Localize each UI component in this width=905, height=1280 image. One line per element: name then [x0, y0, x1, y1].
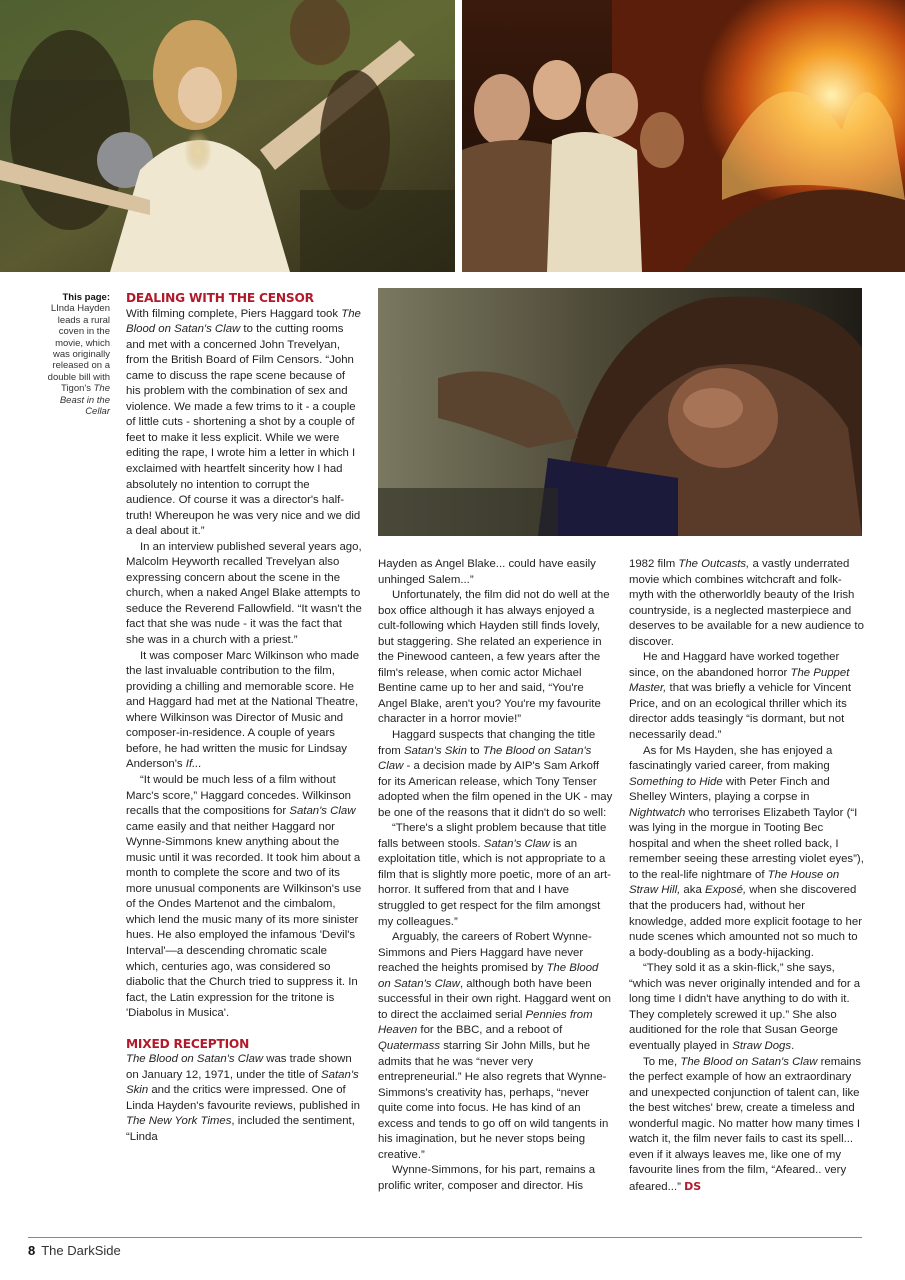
section-heading-reception: MIXED RECEPTION [126, 1036, 250, 1051]
paragraph: Arguably, the careers of Robert Wynne-Simmons and Piers Haggard have never reached the heights promised by The Blood on Satan's Claw, although both have been successful in their own right. Haggard went on to direct the acclaimed serial Pennies from Heaven for the BBC, and a reboot of Quatermass starring Sir John Mills, but he admits that he was “never very entrepreneurial.” He also regrets that Wynne-Simmons's creativity has, perhaps, “never quite come into focus. He has kind of an excess and tends to go off on wild tangents in his imagination, but he never stops being creative.” [378, 931, 611, 1161]
caption-film-title: The Beast in the Cellar [59, 383, 110, 418]
paragraph: It was composer Marc Wilkinson who made the last invaluable contribution to the film, providing a chilling and memorable score. He and Haggard had met at the National Theatre, where Wilkinson was Director of Music and composer-in-residence. A couple of years before, he had written the music for Lindsay Anderson's If... [126, 649, 360, 771]
paragraph: The Blood on Satan's Claw was trade shown on January 12, 1971, under the title of Satan's Skin and the critics were impressed. One of Linda Hayden's favourite reviews, published in The New York Times, included the sentiment, “Linda [126, 1053, 360, 1143]
bonfire-crowd-photo [462, 0, 905, 272]
paragraph: In an interview published several years ago, Malcolm Heyworth recalled Trevelyan also expressing concern about the scene in the church, when a naked Angel Blake attempts to seduce the Reverend Fallowfield. “It wasn't the fact that she was nude - it was the fact that she was in a church with a priest.” [126, 540, 362, 647]
paragraph: 1982 film The Outcasts, a vastly underrated movie which combines witchcraft and folk-myth with the otherworldly beauty of the Irish countryside, is a neglected masterpiece and deserves to be available for a new audience to discover. [629, 558, 864, 648]
paragraph: Haggard suspects that changing the title from Satan's Skin to The Blood on Satan's Claw - a decision made by AIP's Sam Arkoff for its American release, which Tony Tenser adopted when the film opened in the UK - may be one of the reasons that it didn't do so well: [378, 729, 613, 819]
caption-text: LInda Hayden leads a rural coven in the movie, which was originally released on a double bill with Tigon's [47, 303, 110, 395]
hooded-beast-photo [378, 288, 862, 536]
paragraph: “They sold it as a skin-flick,” she says, “which was never originally intended and for a long time I didn't have anything to do with it. They completely screwed it up.” She also auditioned for the role that Susan George eventually played in Straw Dogs. [629, 962, 861, 1052]
author-signature: DS [684, 1179, 702, 1193]
article-column-2 [378, 557, 614, 1194]
footer-divider [28, 1237, 862, 1238]
paragraph: To me, The Blood on Satan's Claw remains the perfect example of how an extraordinary and unexpected conjunction of talent can, like the best witches' brew, create a timeless and wonderful magic. No matter how many times I watch it, the film never fails to cast its spell... even if it always leaves me, like one of my favourite lines from the film, “Afeared.. very afeared...” DS [629, 1055, 862, 1193]
photo-caption [44, 292, 110, 417]
article-column-1 [126, 291, 362, 1146]
paragraph: As for Ms Hayden, she has enjoyed a fascinatingly varied career, from making Something to Hide with Peter Finch and Shelley Winters, playing a corpse in Nightwatch who terrorises Elizabeth Taylor (“I was lying in the morgue in Tooting Bec hospital and when the sheet rolled back, I remember seeing these arresting violet eyes”), to the real-life nightmare of The House on Straw Hill, aka Exposé, when she discovered that the producers had, without her knowledge, added more explicit footage to her nude scenes which amounted not so much to a body-doubling as a body-hijacking. [629, 744, 864, 959]
witch-coven-photo [0, 0, 455, 272]
page-number: 8 [28, 1243, 36, 1258]
paragraph: With filming complete, Piers Haggard took The Blood on Satan's Claw to the cutting rooms and met with a concerned John Trevelyan, from the British Board of Film Censors. “John came to discuss the rape scene because of his problem with the combination of sex and violence. We made a few trims to it - a couple of little cuts - shortening a shot by a couple of feet to make it less explicit. While we were editing the rape, I wrote him a letter in which I exclaimed with heartfelt sincerity how I had absolutely no intention to corrupt the audience. Of course it was a director's half-truth! Whereupon he was very nice and we did a deal about it.” [126, 307, 361, 538]
paragraph: Hayden as Angel Blake... could have easily unhinged Salem...” [378, 558, 596, 586]
paragraph: “There's a slight problem because that title falls between stools. Satan's Claw is an exploitation title, which is not appropriate to a film that is slightly more poetic, more of an art-horror. It suffered from that and I have struggled to get respect for the film amongst my colleagues.” [378, 822, 611, 928]
paragraph: “It would be much less of a film without Marc's score,” Haggard concedes. Wilkinson recalls that the compositions for Satan's Claw came easily and that neither Haggard nor Wynne-Simmons knew anything about the music until it was recorded. It took him about a month to complete the score and two of its more unusual components are Wilkinson's use of the Ondes Martenot and the cimbalom, which lend the music many of its more sinister hues. He also employed the infamous 'Devil's Interval'—a descending chromatic scale which, centuries ago, was considered so diabolic that the Church tried to suppress it. In fact, the Latin expression for the tritone is 'Diabolus in Musica'. [126, 773, 362, 1020]
page-footer [28, 1243, 121, 1258]
caption-label: This page: [62, 292, 110, 303]
paragraph: He and Haggard have worked together since, on the abandoned horror The Puppet Master, that was briefly a vehicle for Vincent Price, and on an ecological thriller which its director adds teasingly “is dormant, but not necessarily dead.” [629, 651, 852, 742]
magazine-name: The DarkSide [41, 1243, 121, 1258]
paragraph: Wynne-Simmons, for his part, remains a prolific writer, composer and director. His [378, 1164, 596, 1192]
article-column-3 [629, 557, 865, 1195]
paragraph: Unfortunately, the film did not do well at the box office although it has always enjoyed a cult-following which Hayden still finds lovely, but staggering. She related an experience in the Pinewood canteen, a few years after the film's release, when comic actor Michael Bentine came up to her and said, “You're Angel Blake, aren't you? You're my favourite character in a horror movie!” [378, 589, 610, 726]
section-heading-censor: DEALING WITH THE CENSOR [126, 291, 314, 305]
